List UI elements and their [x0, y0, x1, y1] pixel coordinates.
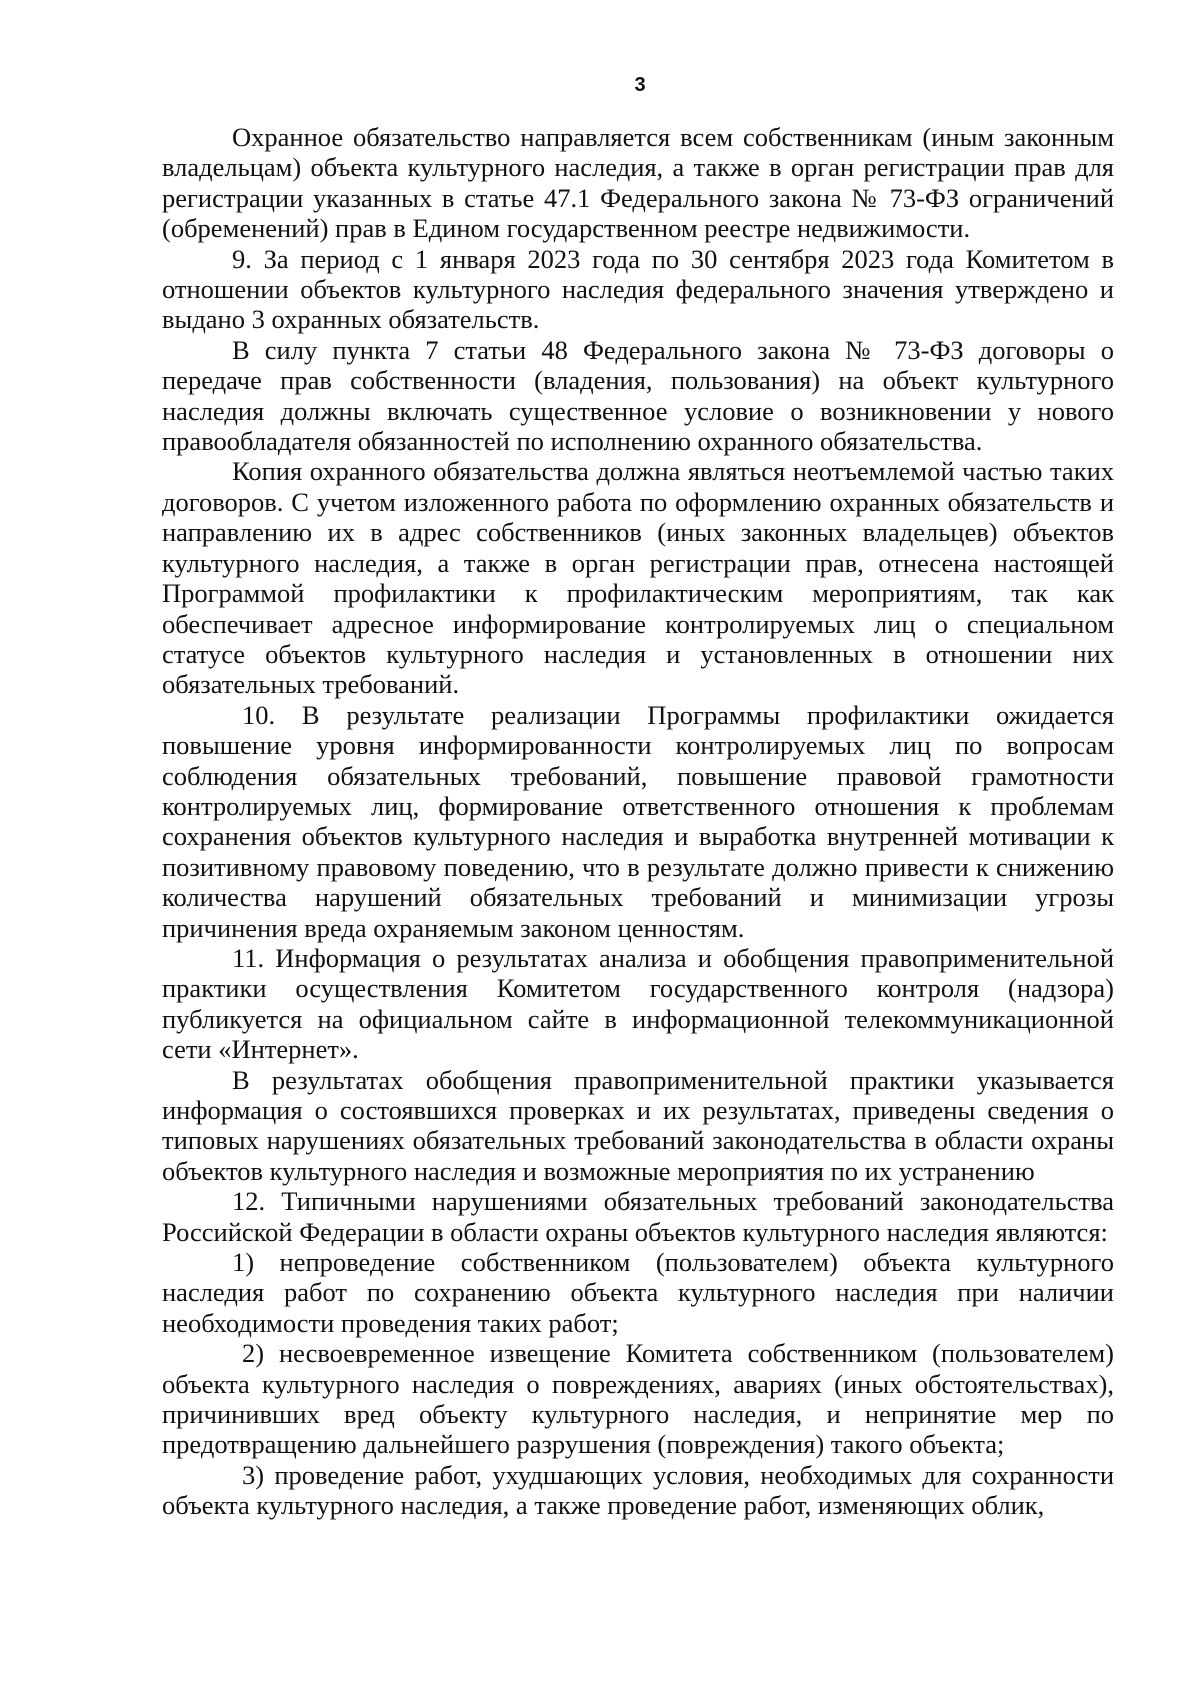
paragraph-owners-notice: Охранное обязательство направляется всем собственникам (иным законным владельцам) объекта культурного наследия, а также в орган регистрации прав для регистрации указанных в статье 47.1 Федерального закона № 73-ФЗ ограничений (обременений) прав в Едином государственном реестре недвижимости. [162, 122, 1114, 244]
list-item-1: 1) непроведение собственником (пользователем) объекта культурного наследия работ по сохранению объекта культурного наследия при наличии необходимости проведения таких работ; [162, 1247, 1114, 1338]
paragraph-copy-obligation: Копия охранного обязательства должна являться неотъемлемой частью таких договоров. С учетом изложенного работа по оформлению охранных обязательств и направлению их в адрес собственников (иных законных владельцев) объектов культурного наследия, а также в орган регистрации прав, отнесена настоящей Программой профилактики к профилактическим мероприятиям, так как обеспечивает адресное информирование контролируемых лиц о специальном статусе объектов культурного наследия и установленных в отношении них обязательных требований. [162, 456, 1114, 700]
paragraph-item-10: 10. В результате реализации Программы профилактики ожидается повышение уровня информированности контролируемых лиц по вопросам соблюдения обязательных требований, повышение правовой грамотности контролируемых лиц, формирование ответственного отношения к проблемам сохранения объектов культурного наследия и выработка внутренней мотивации к позитивному правовому поведению, что в результате должно привести к снижению количества нарушений обязательных требований и минимизации угрозы причинения вреда охраняемым законом ценностям. [162, 699, 1114, 943]
paragraph-contracts: В силу пункта 7 статьи 48 Федерального закона № 73-ФЗ договоры о передаче прав собственности (владения, пользования) на объект культурного наследия должны включать существенное условие о возникновении у нового правообладателя обязанностей по исполнению охранного обязательства. [162, 334, 1114, 457]
paragraph-generalization: В результатах обобщения правоприменительной практики указывается информация о состоявшихся проверках и их результатах, приведены сведения о типовых нарушениях обязательных требований законодательства в области охраны объектов культурного наследия и возможные мероприятия по их устранению [162, 1064, 1114, 1186]
paragraph-item-12: 12. Типичными нарушениями обязательных требований законодательства Российской Федерации в области охраны объектов культурного наследия являются: [162, 1186, 1114, 1247]
paragraph-item-9: 9. За период с 1 января 2023 года по 30 сентября 2023 года Комитетом в отношении объектов культурного наследия федерального значения утверждено и выдано 3 охранных обязательств. [162, 243, 1114, 335]
page-number: 3 [634, 74, 646, 96]
list-item-3: 3) проведение работ, ухудшающих условия, необходимых для сохранности объекта культурного наследия, а также проведение работ, изменяющих облик, [162, 1459, 1114, 1521]
paragraph-item-11: 11. Информация о результатах анализа и обобщения правоприменительной практики осуществления Комитетом государственного контроля (надзора) публикуется на официальном сайте в информационной телекоммуникационной сети «Интернет». [162, 942, 1114, 1065]
list-item-2: 2) несвоевременное извещение Комитета собственником (пользователем) объекта культурного наследия о повреждениях, авариях (иных обстоятельствах), причинивших вред объекту культурного наследия, и непринятие мер по предотвращению дальнейшего разрушения (повреждения) такого объекта; [162, 1338, 1114, 1460]
document-body [162, 122, 1114, 1521]
